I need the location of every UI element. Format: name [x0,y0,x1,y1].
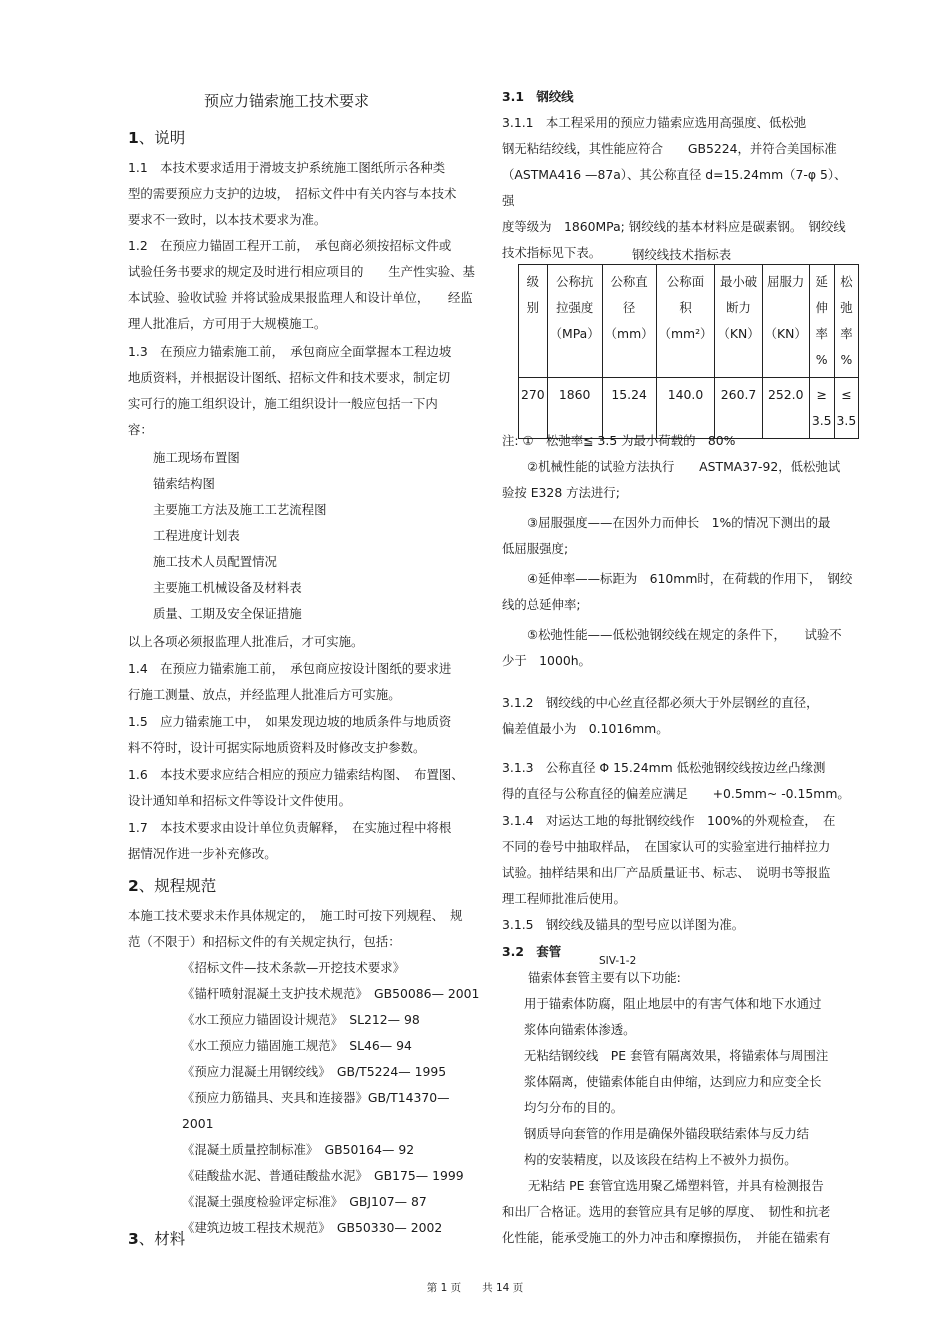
list-item: 锚索结构图 [153,476,215,491]
para-3-1-1: 3.1.1 本工程采用的预应力锚索应选用高强度、低松弛 钢无粘结绞线，其性能应符合 GB5224，并符合美国标准 （ASTMA416 —87a）、其公称直径 d=15.24mm（7-φ 5）、强 度等级为 1860MPa; 钢绞线的基本材料应是碳素钢。 钢绞线 技术指标见下表。 [502,115,847,260]
list-item: 施工现场布置图 [153,450,240,465]
strand-spec-table [518,264,859,439]
header-cell: 公称抗 拉强度 （MPa） [547,265,602,378]
table-caption: 钢绞线技术指标表 [632,247,732,262]
para-3-2: 锚索体套管主要有以下功能: 用于锚索体防腐，阻止地层中的有害气体和地下水通过 浆体向锚索体渗透。 无粘结钢绞线 PE 套管有隔离效果，将锚索体与周围注 浆体隔离，使锚索体能自由伸缩，达到应力和应变全长 均匀分布的目的。 钢质导向套管的作用是确保外锚段联结索体与反力结 构的安装精度，以及该段在结构上不被外力损伤。 无粘结 PE 套管宜选用聚乙烯塑料管，并具有检测报告 和出厂合格证。选用的套管应具有足够的厚度、 韧性和抗老 化性能，能承受施工的外力冲击和摩擦损伤， 并能在锚索有 [502,970,831,1245]
para-3-1-4: 3.1.4 对运达工地的每批钢绞线作 100%的外观检查， 在 不同的卷号中抽取样品， 在国家认可的实验室进行抽样拉力 试验。抽样结果和出厂产品质量证书、标志、 说明书等报监 理工程师批准后使用。 [502,813,836,906]
list-item: 质量、工期及安全保证措施 [153,606,302,621]
para-3-1-3: 3.1.3 公称直径 Φ 15.24mm 低松弛钢绞线按边丝凸缘测 得的直径与公称直径的偏差应满足 +0.5mm~ -0.15mm。 [502,760,850,801]
para-1-1: 1.1 本技术要求适用于滑坡支护系统施工图纸所示各种类 型的需要预应力支护的边坡， 招标文件中有关内容与本技术 要求不一致时，以本技术要求为准。 [128,160,457,227]
list-item: 《混凝土质量控制标准》 GB50164— 92 [182,1142,415,1157]
table-cell: 140.0 [656,378,715,439]
para-1-4: 1.4 在预应力锚索施工前， 承包商应按设计图纸的要求进 行施工测量、放点，并经监理人批准后方可实施。 [128,661,452,702]
list-item: 主要施工机械设备及材料表 [153,580,302,595]
approval-note: 以上各项必须报监理人批准后，才可实施。 [128,634,364,649]
list-item: 工程进度计划表 [153,528,240,543]
list-item: 主要施工方法及施工工艺流程图 [153,502,327,517]
document-code: SIV-1-2 [599,955,637,967]
table-cell: ≤ 3.5 [834,378,859,439]
list-item: 《建筑边坡工程技术规范》 GB50330— 2002 [182,1220,443,1235]
section-1-heading: 1、说明 [128,129,186,147]
header-cell: 级 别 [519,265,548,378]
list-item: 《锚杆喷射混凝土支护技术规范》 GB50086— 2001 [182,986,480,1001]
list-item: 《硅酸盐水泥、普通硅酸盐水泥》 GB175— 1999 [182,1168,464,1183]
list-item: 《水工预应力锚固设计规范》 SL212— 98 [182,1012,420,1027]
subsection-3-1: 3.1 钢绞线 [502,89,574,104]
page-footer: 第 1 页 共 14 页 [426,1282,524,1294]
table-cell: 15.24 [602,378,656,439]
para-1-5: 1.5 应力锚索施工中， 如果发现边坡的地质条件与地质资 料不符时，设计可据实际地质资料及时修改支护参数。 [128,714,452,755]
plan-items-list [128,445,480,627]
section-2-heading: 2、规程规范 [128,877,217,895]
header-cell: 最小破 断力 （KN） [715,265,762,378]
header-cell: 公称直 径 （mm） [602,265,656,378]
table-cell: 1860 [547,378,602,439]
para-1-3: 1.3 在预应力锚索施工前， 承包商应全面掌握本工程边坡 地质资料，并根据设计图纸、招标文件和技术要求，制定切 实可行的施工组织设计，施工组织设计一般应包括一下内 容： [128,344,452,437]
table-cell: 252.0 [762,378,809,439]
table-cell: ≥ 3.5 [809,378,834,439]
notes-block: 注: ① 松弛率≦ 3.5 为最小荷载的 80% ②机械性能的试验方法执行 ASTMA37-92，低松弛试 验按 E328 方法进行; ③屈服强度——在因外力而伸长 1%的情况下测出的最 低屈服强度; ④延伸率——标距为 610mm时，在荷载的作用下， 钢绞 线的总延伸率; ⑤松弛性能——低松弛钢绞线在规定的条件下， 试验不 少于 1000h。 [502,433,853,668]
table-cell: 260.7 [715,378,762,439]
list-item: 《水工预应力锚固施工规范》 SL46— 94 [182,1038,412,1053]
header-cell: 屈服力 （KN） [762,265,809,378]
header-cell: 松 弛 率 % [834,265,859,378]
list-item: 《招标文件—技术条款—开挖技术要求》 [182,960,406,975]
page-title: 预应力锚索施工技术要求 [204,92,370,110]
list-item: 《预应力筋锚具、夹具和连接器》GB/T14370— 2001 [182,1090,450,1131]
section-3-heading: 3、材料 [128,1230,186,1248]
table-cell: 270 [519,378,548,439]
header-cell: 延 伸 率 % [809,265,834,378]
list-item: 《预应力混凝土用钢绞线》 GB/T5224— 1995 [182,1064,447,1079]
list-item: 《混凝土强度检验评定标准》 GBJ107— 87 [182,1194,427,1209]
header-cell: 公称面 积 （mm²） [656,265,715,378]
subsection-3-2: 3.2 套管 [502,944,562,959]
para-1-6: 1.6 本技术要求应结合相应的预应力锚索结构图、 布置图、 设计通知单和招标文件等设计文件使用。 [128,767,464,808]
para-1-2: 1.2 在预应力锚固工程开工前， 承包商必须按招标文件或 试验任务书要求的规定及时进行相应项目的 生产性实验、基 本试验、验收试验 并将试验成果报监理人和设计单位， 经监 理人批准后，方可用于大规模施工。 [128,238,475,331]
list-item: 施工技术人员配置情况 [153,554,277,569]
para-1-7: 1.7 本技术要求由设计单位负责解释， 在实施过程中将根 据情况作进一步补充修改。 [128,820,452,861]
para-3-1-2: 3.1.2 钢绞线的中心丝直径都必须大于外层钢丝的直径， 偏差值最小为 0.1016mm。 [502,695,819,736]
para-2-intro: 本施工技术要求未作具体规定的， 施工时可按下列规程、 规 范（不限于）和招标文件的有关规定执行，包括： [128,908,463,949]
table-header-row [519,265,859,378]
standards-list [128,955,480,1241]
para-3-1-5: 3.1.5 钢绞线及锚具的型号应以详图为准。 [502,917,745,932]
